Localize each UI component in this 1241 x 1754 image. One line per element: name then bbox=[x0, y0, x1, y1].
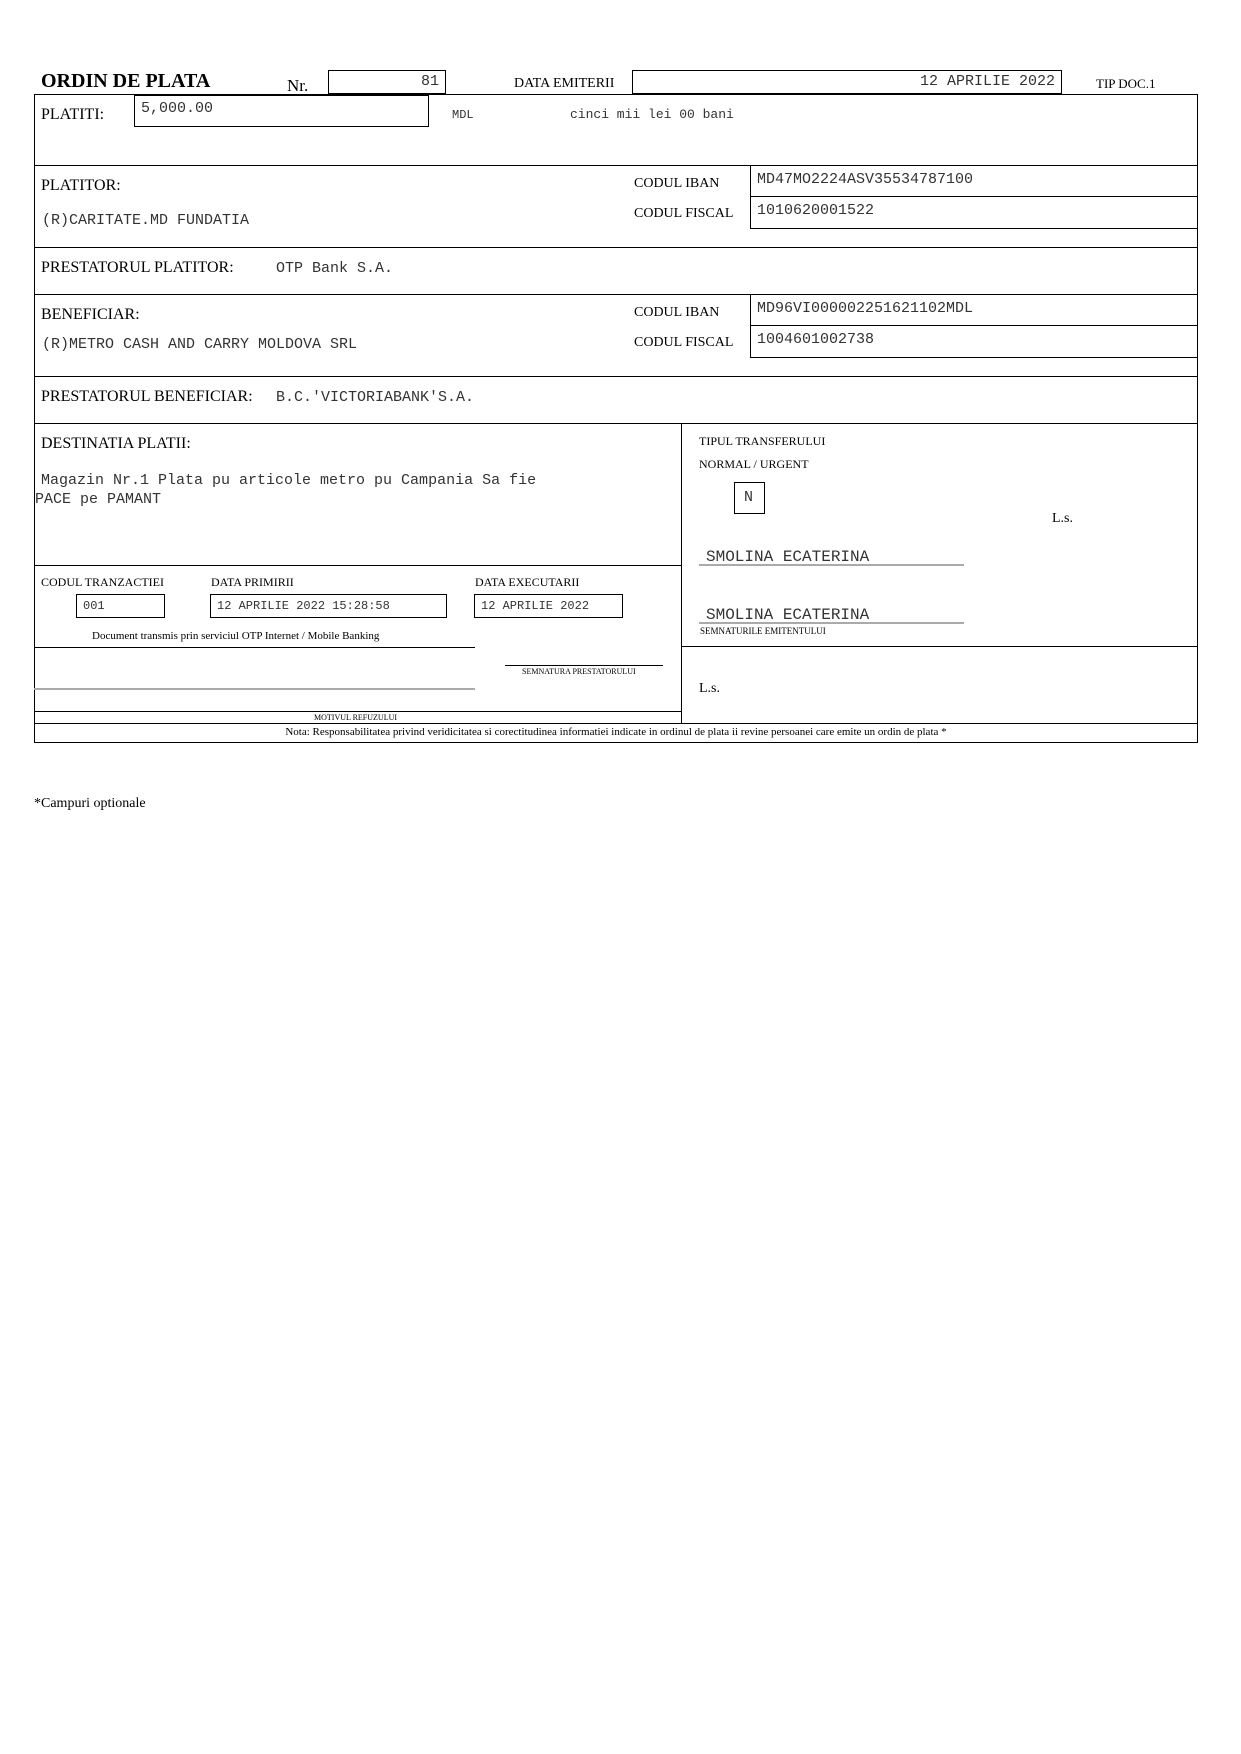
signature-line bbox=[699, 564, 964, 566]
transmis-note: Document transmis prin serviciul OTP Internet / Mobile Banking bbox=[92, 630, 380, 642]
beneficiar-fiscal-label: CODUL FISCAL bbox=[634, 335, 734, 350]
semnaturile-emitentului: SEMNATURILE EMITENTULUI bbox=[700, 626, 826, 636]
cod-tranzactiei-value: 001 bbox=[83, 599, 105, 613]
campuri-optionale: *Campuri optionale bbox=[34, 796, 146, 811]
divider bbox=[34, 247, 1198, 248]
prestator-beneficiar-label: PRESTATORUL BENEFICIAR: bbox=[41, 388, 253, 405]
divider bbox=[34, 376, 1198, 377]
ls-bottom: L.s. bbox=[699, 681, 720, 696]
cod-tranzactiei-field bbox=[76, 594, 165, 618]
platiti-label: PLATITI: bbox=[41, 106, 105, 123]
signature-2: SMOLINA ECATERINA bbox=[706, 606, 870, 624]
motivul-refuzului: MOTIVUL REFUZULUI bbox=[314, 713, 398, 722]
beneficiar-iban-field bbox=[750, 294, 1198, 326]
platitor-iban: MD47MO2224ASV35534787100 bbox=[757, 171, 974, 188]
nr-value: 81 bbox=[420, 73, 439, 90]
divider bbox=[34, 711, 681, 712]
platitor-name: (R)CARITATE.MD FUNDATIA bbox=[42, 212, 250, 229]
divider bbox=[34, 565, 681, 566]
platitor-iban-field bbox=[750, 165, 1198, 197]
data-primirii-field bbox=[210, 594, 447, 618]
semnatura-prestatorului: SEMNATURA PRESTATORULUI bbox=[522, 667, 636, 676]
destinatia-label: DESTINATIA PLATII: bbox=[41, 435, 191, 452]
beneficiar-fiscal-field bbox=[750, 325, 1198, 358]
divider bbox=[34, 423, 1198, 424]
tipul-transferului-label: TIPUL TRANSFERULUI bbox=[699, 434, 826, 448]
data-emiterii-label: DATA EMITERII bbox=[514, 76, 615, 91]
data-executarii-label: DATA EXECUTARII bbox=[475, 575, 580, 589]
divider bbox=[34, 647, 475, 648]
nr-field bbox=[328, 70, 446, 94]
platitor-iban-label: CODUL IBAN bbox=[634, 176, 720, 191]
destinatia-line1: Magazin Nr.1 Plata pu articole metro pu Campania Sa fie bbox=[41, 472, 537, 489]
prestator-platitor-value: OTP Bank S.A. bbox=[276, 260, 394, 277]
data-emiterii-field bbox=[632, 70, 1062, 94]
currency: MDL bbox=[452, 108, 474, 122]
platitor-fiscal-field bbox=[750, 196, 1198, 229]
ls-top: L.s. bbox=[1052, 511, 1073, 526]
data-executarii-value: 12 APRILIE 2022 bbox=[481, 599, 590, 613]
beneficiar-label: BENEFICIAR: bbox=[41, 306, 140, 323]
column-divider bbox=[681, 423, 682, 723]
prestator-beneficiar-value: B.C.'VICTORIABANK'S.A. bbox=[276, 389, 475, 406]
normal-urgent-label: NORMAL / URGENT bbox=[699, 457, 809, 471]
nr-label: Nr. bbox=[287, 76, 309, 95]
signature-line bbox=[699, 622, 964, 624]
beneficiar-name: (R)METRO CASH AND CARRY MOLDOVA SRL bbox=[42, 336, 358, 353]
divider bbox=[681, 646, 1198, 647]
data-executarii-field bbox=[474, 594, 623, 618]
signature-1: SMOLINA ECATERINA bbox=[706, 548, 870, 566]
data-primirii-label: DATA PRIMIRII bbox=[211, 575, 294, 589]
tip-doc: TIP DOC.1 bbox=[1096, 76, 1156, 91]
signature-line bbox=[34, 688, 475, 690]
amount-words: cinci mii lei 00 bani bbox=[570, 107, 734, 122]
platitor-label: PLATITOR: bbox=[41, 177, 121, 194]
nota: Nota: Responsabilitatea privind veridicitatea si corectitudinea informatiei indicate in ordinul de plata ii revine persoanei care emite un ordin de plata * bbox=[285, 726, 947, 738]
beneficiar-iban: MD96VI000002251621102MDL bbox=[757, 300, 974, 317]
transfer-type-value: N bbox=[744, 489, 754, 506]
divider bbox=[34, 723, 1198, 724]
platitor-fiscal: 1010620001522 bbox=[757, 202, 875, 219]
cod-tranzactiei-label: CODUL TRANZACTIEI bbox=[41, 575, 164, 589]
data-primirii-value: 12 APRILIE 2022 15:28:58 bbox=[217, 599, 390, 613]
signature-line bbox=[505, 665, 663, 666]
beneficiar-iban-label: CODUL IBAN bbox=[634, 305, 720, 320]
platitor-fiscal-label: CODUL FISCAL bbox=[634, 206, 734, 221]
data-emiterii-value: 12 APRILIE 2022 bbox=[919, 73, 1055, 90]
beneficiar-fiscal: 1004601002738 bbox=[757, 331, 875, 348]
amount-value: 5,000.00 bbox=[141, 100, 214, 117]
amount-field bbox=[134, 95, 429, 127]
transfer-type-field bbox=[734, 482, 765, 514]
destinatia-line2: PACE pe PAMANT bbox=[35, 491, 162, 508]
prestator-platitor-label: PRESTATORUL PLATITOR: bbox=[41, 259, 234, 276]
document-title: ORDIN DE PLATA bbox=[41, 70, 211, 92]
